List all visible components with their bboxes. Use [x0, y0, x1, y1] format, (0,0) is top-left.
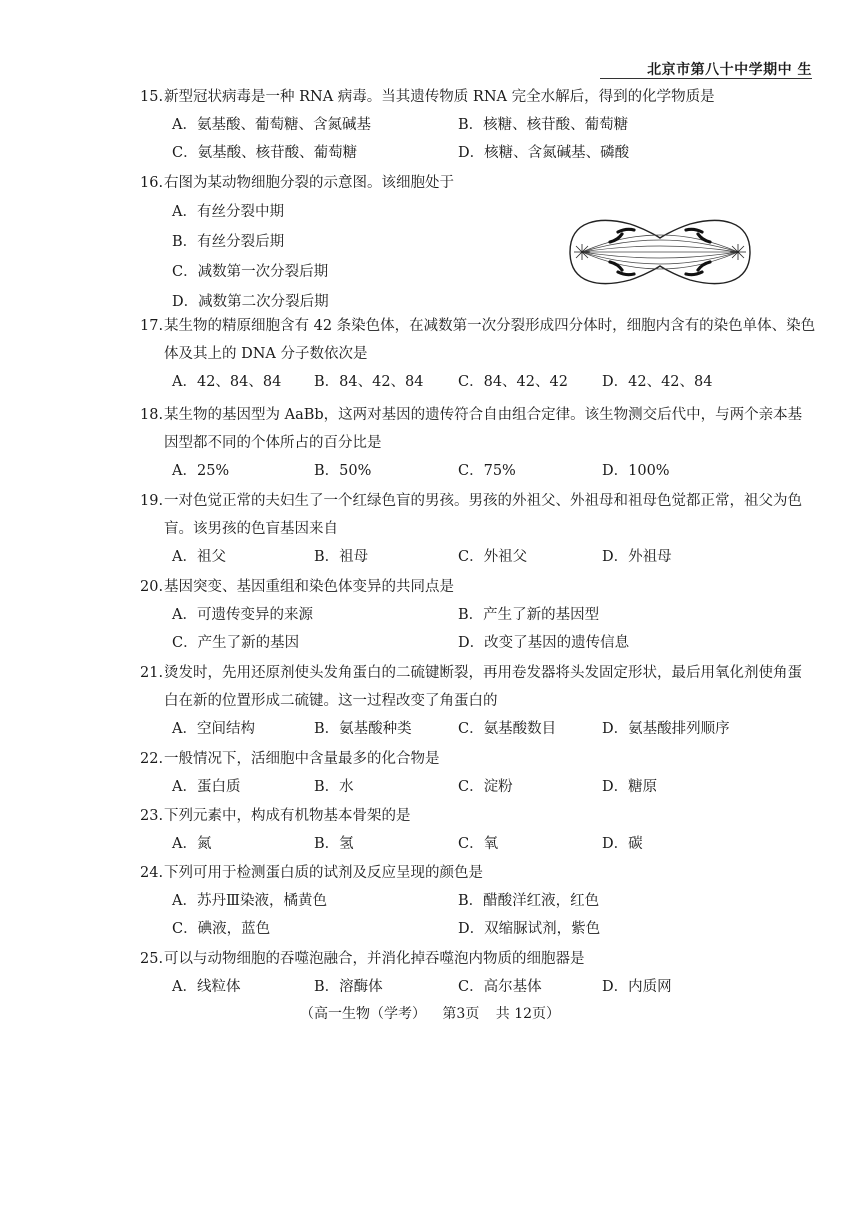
option-d[interactable]: D．内质网	[602, 979, 672, 995]
option-a[interactable]: A．25%	[172, 463, 230, 479]
options-row	[140, 139, 820, 167]
option-a[interactable]: A．线粒体	[172, 979, 241, 995]
option-c[interactable]: C．氨基酸数目	[458, 721, 557, 737]
option-c[interactable]: C．氧	[458, 836, 499, 852]
option-c[interactable]: C．氨基酸、核苷酸、葡萄糖	[172, 145, 358, 161]
options-row	[140, 457, 820, 485]
option-c[interactable]: C．84、42、42	[458, 374, 568, 390]
option-d[interactable]: D．改变了基因的遗传信息	[458, 635, 630, 651]
question-stem: 基因突变、基因重组和染色体变异的共同点是	[164, 579, 454, 595]
spindle-fibers	[582, 235, 738, 269]
option-c[interactable]: C．减数第一次分裂后期	[172, 264, 329, 280]
options-row	[140, 715, 820, 743]
option-a[interactable]: A．蛋白质	[172, 779, 241, 795]
option-d[interactable]: D．糖原	[602, 779, 658, 795]
option-b[interactable]: B．有丝分裂后期	[172, 234, 285, 250]
options-row	[140, 601, 820, 629]
question-stem: 某生物的精原细胞含有 42 条染色体，在减数第一次分裂形成四分体时，细胞内含有的染色单体、染色	[164, 318, 816, 334]
option-a[interactable]: A．42、84、84	[172, 374, 282, 390]
option-d[interactable]: D．氨基酸排列顺序	[602, 721, 730, 737]
question-17	[140, 312, 820, 396]
question-stem: 可以与动物细胞的吞噬泡融合，并消化掉吞噬泡内物质的细胞器是	[164, 951, 585, 967]
options-row	[140, 830, 820, 858]
option-d[interactable]: D．核糖、含氮碱基、磷酸	[458, 145, 630, 161]
question-20	[140, 573, 820, 657]
question-number: 21.	[140, 665, 164, 681]
option-b[interactable]: B．醋酸洋红液，红色	[458, 893, 600, 909]
option-d[interactable]: D．外祖母	[602, 549, 672, 565]
option-c[interactable]: C．高尔基体	[458, 979, 542, 995]
question-number: 20.	[140, 579, 164, 595]
question-22	[140, 745, 820, 801]
question-stem-continued: 盲。该男孩的色盲基因来自	[164, 521, 338, 537]
question-15	[140, 83, 820, 167]
option-c[interactable]: C．产生了新的基因	[172, 635, 300, 651]
option-d[interactable]: D．42、42、84	[602, 374, 713, 390]
option-b[interactable]: B．祖母	[314, 549, 369, 565]
option-b[interactable]: B．产生了新的基因型	[458, 607, 600, 623]
option-a[interactable]: A．苏丹Ⅲ染液，橘黄色	[172, 893, 327, 909]
option-b[interactable]: B．核糖、核苷酸、葡萄糖	[458, 117, 629, 133]
option-c[interactable]: C．淀粉	[458, 779, 513, 795]
option-a[interactable]: A．可遗传变异的来源	[172, 607, 313, 623]
question-stem-continued: 因型都不同的个体所占的百分比是	[164, 435, 382, 451]
question-number: 22.	[140, 751, 164, 767]
question-18	[140, 401, 820, 485]
school-header: 北京市第八十中学期中 生	[647, 62, 812, 78]
page-footer	[0, 1003, 860, 1023]
option-d[interactable]: D．减数第二次分裂后期	[172, 294, 329, 310]
question-stem: 新型冠状病毒是一种 RNA 病毒。当其遗传物质 RNA 完全水解后，得到的化学物质是	[164, 89, 715, 105]
option-c[interactable]: C．75%	[458, 463, 516, 479]
question-number: 24.	[140, 865, 164, 881]
question-19	[140, 487, 820, 571]
option-b[interactable]: B．84、42、84	[314, 374, 424, 390]
option-d[interactable]: D．双缩脲试剂，紫色	[458, 921, 601, 937]
question-number: 23.	[140, 808, 164, 824]
question-stem: 下列可用于检测蛋白质的试剂及反应呈现的颜色是	[164, 865, 483, 881]
option-b[interactable]: B．水	[314, 779, 354, 795]
option-a[interactable]: A．氮	[172, 836, 212, 852]
options-row	[140, 887, 820, 915]
question-number: 17.	[140, 318, 164, 334]
question-stem: 某生物的基因型为 AaBb，这两对基因的遗传符合自由组合定律。该生物测交后代中，与两个亲本基	[164, 407, 803, 423]
option-b[interactable]: B．50%	[314, 463, 372, 479]
option-a[interactable]: A．有丝分裂中期	[172, 204, 284, 220]
footer-total-pages: 共 12页）	[495, 1006, 561, 1022]
options-row	[140, 973, 820, 1001]
option-c[interactable]: C．碘液，蓝色	[172, 921, 271, 937]
question-stem: 一般情况下，活细胞中含量最多的化合物是	[164, 751, 440, 767]
question-stem: 右图为某动物细胞分裂的示意图。该细胞处于	[164, 175, 454, 191]
option-b[interactable]: B．氢	[314, 836, 354, 852]
question-number: 16.	[140, 175, 164, 191]
question-number: 18.	[140, 407, 164, 423]
question-24	[140, 859, 820, 943]
header-rule	[600, 78, 812, 79]
option-b[interactable]: B．氨基酸种类	[314, 721, 412, 737]
question-25	[140, 945, 820, 1001]
question-23	[140, 802, 820, 858]
options-row	[140, 915, 820, 943]
question-stem-continued: 体及其上的 DNA 分子数依次是	[164, 346, 368, 362]
option-d[interactable]: D．100%	[602, 463, 670, 479]
option-a[interactable]: A．氨基酸、葡萄糖、含氮碱基	[172, 117, 371, 133]
options-row	[140, 629, 820, 657]
option-d[interactable]: D．碳	[602, 836, 643, 852]
question-21	[140, 659, 820, 743]
question-number: 15.	[140, 89, 164, 105]
footer-subject: （高一生物（学考）	[299, 1006, 426, 1022]
footer-page-number: 第3页	[442, 1006, 480, 1022]
option-a[interactable]: A．空间结构	[172, 721, 255, 737]
options-row	[140, 773, 820, 801]
question-stem-continued: 白在新的位置形成二硫键。这一过程改变了角蛋白的	[164, 693, 498, 709]
cell-division-figure	[560, 210, 760, 294]
options-row	[140, 543, 820, 571]
question-stem: 一对色觉正常的夫妇生了一个红绿色盲的男孩。男孩的外祖父、外祖母和祖母色觉都正常，祖父为色	[164, 493, 802, 509]
question-number: 19.	[140, 493, 164, 509]
question-number: 25.	[140, 951, 164, 967]
option-b[interactable]: B．溶酶体	[314, 979, 383, 995]
option-a[interactable]: A．祖父	[172, 549, 226, 565]
options-row	[140, 111, 820, 139]
question-stem: 下列元素中，构成有机物基本骨架的是	[164, 808, 411, 824]
question-stem: 烫发时，先用还原剂使头发角蛋白的二硫键断裂，再用卷发器将头发固定形状，最后用氧化剂使角蛋	[164, 665, 802, 681]
option-c[interactable]: C．外祖父	[458, 549, 528, 565]
options-row	[140, 368, 820, 396]
